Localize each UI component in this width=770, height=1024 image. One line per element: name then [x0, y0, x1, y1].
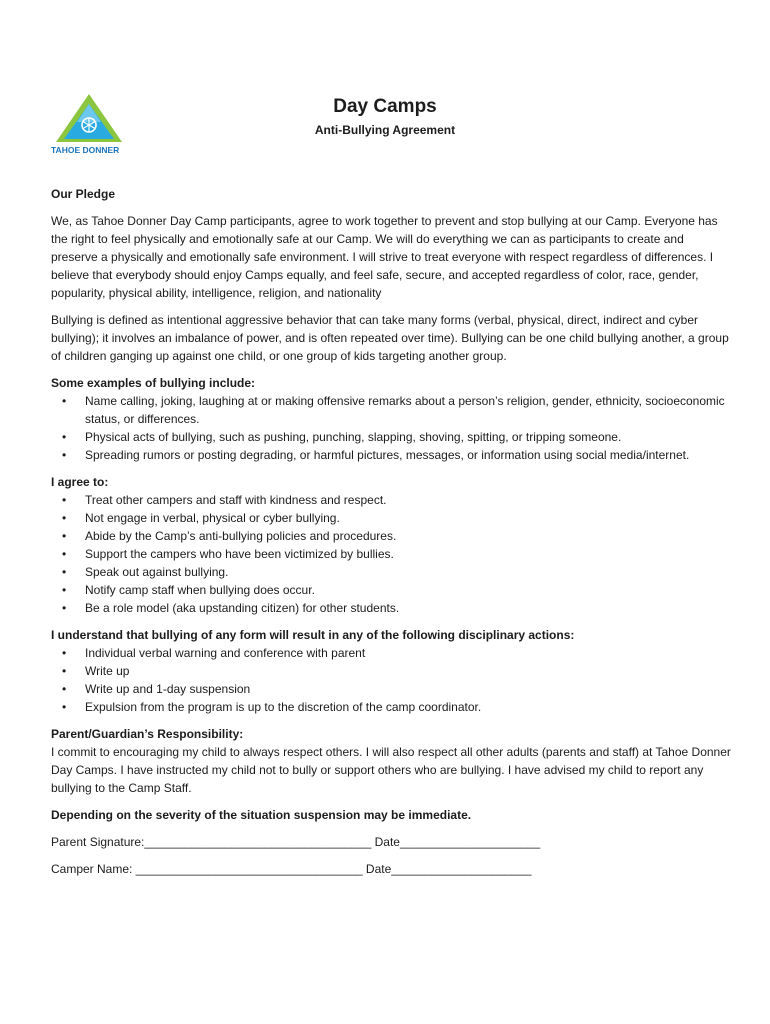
list-item: • Speak out against bullying. — [62, 565, 229, 579]
page-title: Day Camps — [333, 96, 437, 117]
parent-heading: Parent/Guardian’s Responsibility: — [51, 727, 244, 741]
list-item: • Expulsion from the program is up to the discretion of the camp coordinator. — [62, 700, 482, 714]
discipline-heading: I understand that bullying of any form will result in any of the following disciplinary actions: — [51, 628, 575, 642]
list-item: • Abide by the Camp’s anti-bullying policies and procedures. — [62, 529, 397, 543]
bullet-icon: • — [62, 511, 67, 525]
list-item: • Support the campers who have been victimized by bullies. — [62, 547, 394, 561]
agree-list — [51, 491, 731, 617]
parent-signature-line[interactable]: Parent Signature:__________________________________ Date_____________________ — [51, 835, 541, 849]
list-item: • Name calling, joking, laughing at or making offensive remarks about a person’s religion, gender, ethnicity, socioeconomic status, or differences. — [62, 394, 725, 426]
list-item: • Physical acts of bullying, such as pushing, punching, slapping, shoving, spitting, or tripping someone. — [62, 430, 622, 444]
camper-name-line[interactable]: Camper Name: __________________________________ Date_____________________ — [51, 862, 532, 876]
list-item: • Not engage in verbal, physical or cyber bullying. — [62, 511, 340, 525]
bullet-icon: • — [62, 529, 67, 543]
bullet-icon: • — [62, 430, 67, 444]
list-item: • Spreading rumors or posting degrading, or harmful pictures, messages, or information using social media/internet. — [62, 448, 690, 462]
list-item: • Be a role model (aka upstanding citizen) for other students. — [62, 601, 400, 615]
bullet-icon: • — [62, 664, 67, 678]
agree-heading: I agree to: — [51, 475, 109, 489]
bullet-icon: • — [62, 601, 67, 615]
parent-paragraph: I commit to encouraging my child to always respect others. I will also respect all other adults (parents and staff) at Tahoe Donner Day Camps. I have instructed my child not to bully or support others who are bullying. I have advised my child to report any bullying to the Camp Staff. — [51, 745, 731, 795]
bullying-definition: Bullying is defined as intentional aggressive behavior that can take many forms (verbal, physical, direct, indirect and cyber bullying); it involves an imbalance of power, and is often repeated over time). Bullying can be one child bullying another, a group of children ganging up against one child, or one group of kids targeting another group. — [51, 313, 729, 363]
list-item: • Treat other campers and staff with kindness and respect. — [62, 493, 387, 507]
severity-note: Depending on the severity of the situation suspension may be immediate. — [51, 808, 472, 822]
bullet-icon: • — [62, 565, 67, 579]
pledge-paragraph: We, as Tahoe Donner Day Camp participants, agree to work together to prevent and stop bullying at our Camp. Everyone has the right to feel physically and emotionally safe at our Camp. We will do everything we can as participants to create and preserve a physically and emotionally safe environment. I will strive to treat everyone with respect regardless of differences. I believe that everybody should enjoy Camps equally, and feel safe, secure, and accepted regardless of color, race, gender, popularity, physical ability, intelligence, religion, and nationality — [51, 214, 718, 300]
list-item: • Write up — [62, 664, 130, 678]
bullet-icon: • — [62, 394, 67, 408]
discipline-list — [51, 644, 731, 716]
pledge-heading: Our Pledge — [51, 187, 116, 201]
page-subtitle: Anti-Bullying Agreement — [314, 123, 456, 137]
examples-heading: Some examples of bullying include: — [51, 376, 256, 390]
logo-text: TAHOE DONNER — [51, 145, 120, 155]
list-item: • Notify camp staff when bullying does occur. — [62, 583, 315, 597]
bullet-icon: • — [62, 493, 67, 507]
bullet-icon: • — [62, 448, 67, 462]
bullet-icon: • — [62, 646, 67, 660]
bullet-icon: • — [62, 583, 67, 597]
list-item: • Individual verbal warning and conference with parent — [62, 646, 366, 660]
bullet-icon: • — [62, 547, 67, 561]
document-body — [51, 185, 731, 878]
bullet-icon: • — [62, 700, 67, 714]
examples-list — [51, 392, 731, 464]
bullet-icon: • — [62, 682, 67, 696]
list-item: • Write up and 1-day suspension — [62, 682, 251, 696]
